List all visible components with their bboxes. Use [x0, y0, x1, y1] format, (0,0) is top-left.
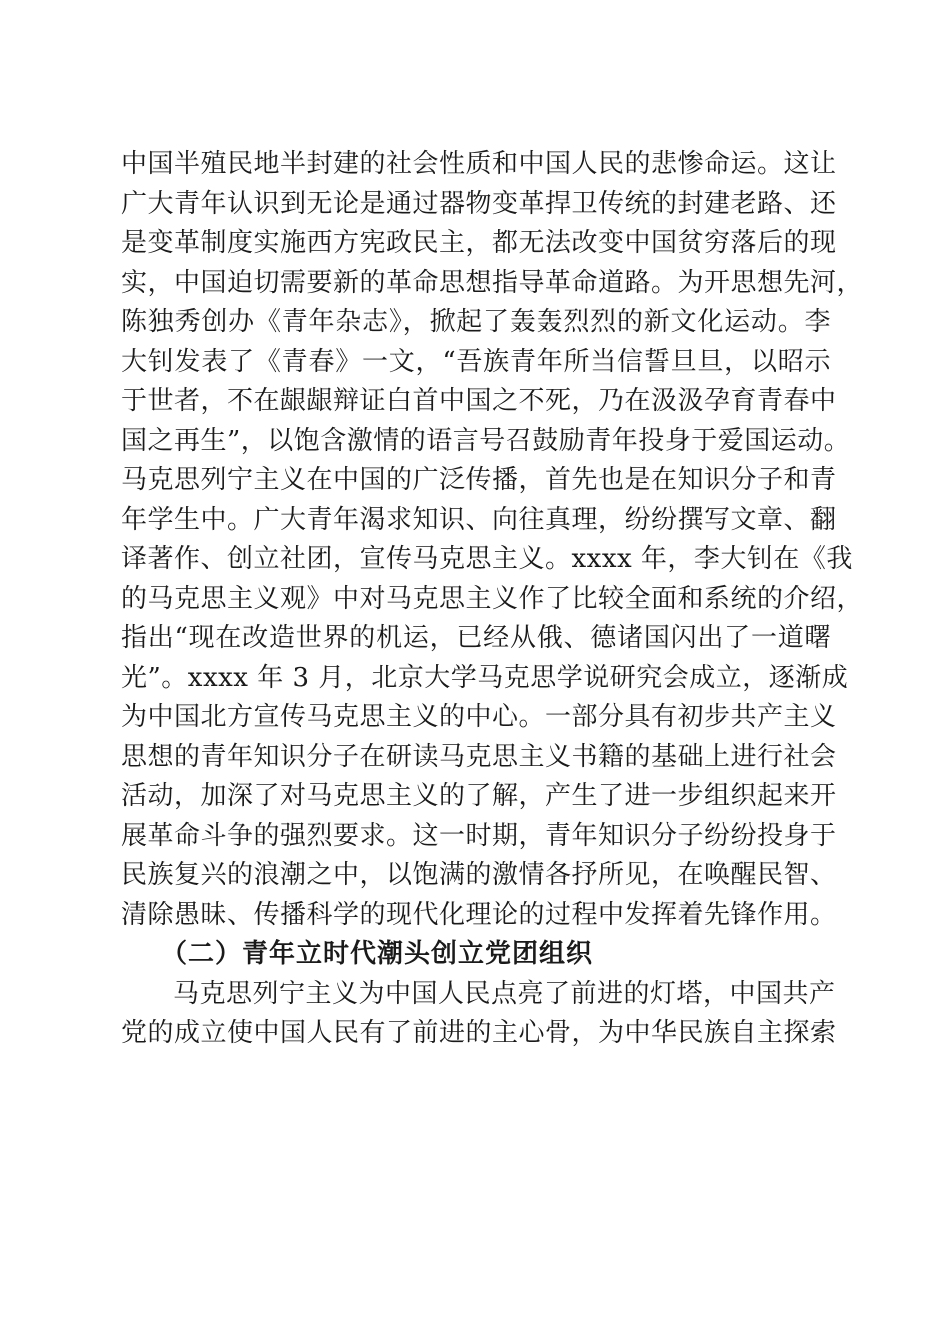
paragraph-line: 活动，加深了对马克思主义的了解，产生了进一步组织起来开 [121, 781, 837, 811]
paragraph-line: 陈独秀创办《青年杂志》，掀起了轰轰烈烈的新文化运动。李 [121, 307, 831, 337]
paragraph-line: 于世者，不在龈龈辩证白首中国之不死，乃在汲汲孕育青春中 [121, 386, 837, 416]
body-text [121, 145, 864, 1054]
paragraph-line: 实，中国迫切需要新的革命思想指导革命道路。为开思想先河， [121, 267, 864, 298]
paragraph-line: 中国半殖民地半封建的社会性质和中国人民的悲惨命运。这让 [121, 149, 837, 179]
paragraph-line: 国之再生”，以饱含激情的语言号召鼓励青年投身于爱国运动。 [121, 425, 851, 456]
paragraph-line: 为中国北方宣传马克思主义的中心。一部分具有初步共产主义 [121, 702, 837, 732]
section-heading: （二）青年立时代潮头创立党团组织 [161, 939, 594, 969]
paragraph-line: 党的成立使中国人民有了前进的主心骨，为中华民族自主探索 [121, 1018, 837, 1048]
paragraph-line: 指出“现在改造世界的机运，已经从俄、德诸国闪出了一道曙 [121, 623, 831, 653]
paragraph-line: 思想的青年知识分子在研读马克思主义书籍的基础上进行社会 [121, 741, 837, 772]
paragraph-line: 广大青年认识到无论是通过器物变革捍卫传统的封建老路、还 [121, 188, 837, 219]
paragraph-line: 民族复兴的浪潮之中，以饱满的激情各抒所见，在唤醒民智、 [121, 860, 837, 890]
paragraph-line: 年学生中。广大青年渴求知识、向往真理，纷纷撰写文章、翻 [121, 504, 837, 535]
paragraph-line: 马克思列宁主义在中国的广泛传播，首先也是在知识分子和青 [121, 465, 837, 495]
paragraph-line: 展革命斗争的强烈要求。这一时期，青年知识分子纷纷投身于 [121, 820, 837, 851]
paragraph-line: 译著作、创立社团，宣传马克思主义。xxxx 年，李大钊在《我 [121, 544, 853, 574]
paragraph-line: 马克思列宁主义为中国人民点亮了前进的灯塔，中国共产 [173, 978, 836, 1009]
paragraph-line: 的马克思主义观》中对马克思主义作了比较全面和系统的介绍， [121, 583, 864, 614]
paragraph-line: 大钊发表了《青春》一文，“吾族青年所当信誓旦旦，以昭示 [121, 346, 831, 377]
paragraph-line: 是变革制度实施西方宪政民主，都无法改变中国贫穷落后的现 [121, 228, 837, 258]
paragraph-line: 清除愚昧、传播科学的现代化理论的过程中发挥着先锋作用。 [121, 899, 837, 930]
paragraph-line: 光”。xxxx 年 3 月，北京大学马克思学说研究会成立，逐渐成 [121, 662, 849, 693]
